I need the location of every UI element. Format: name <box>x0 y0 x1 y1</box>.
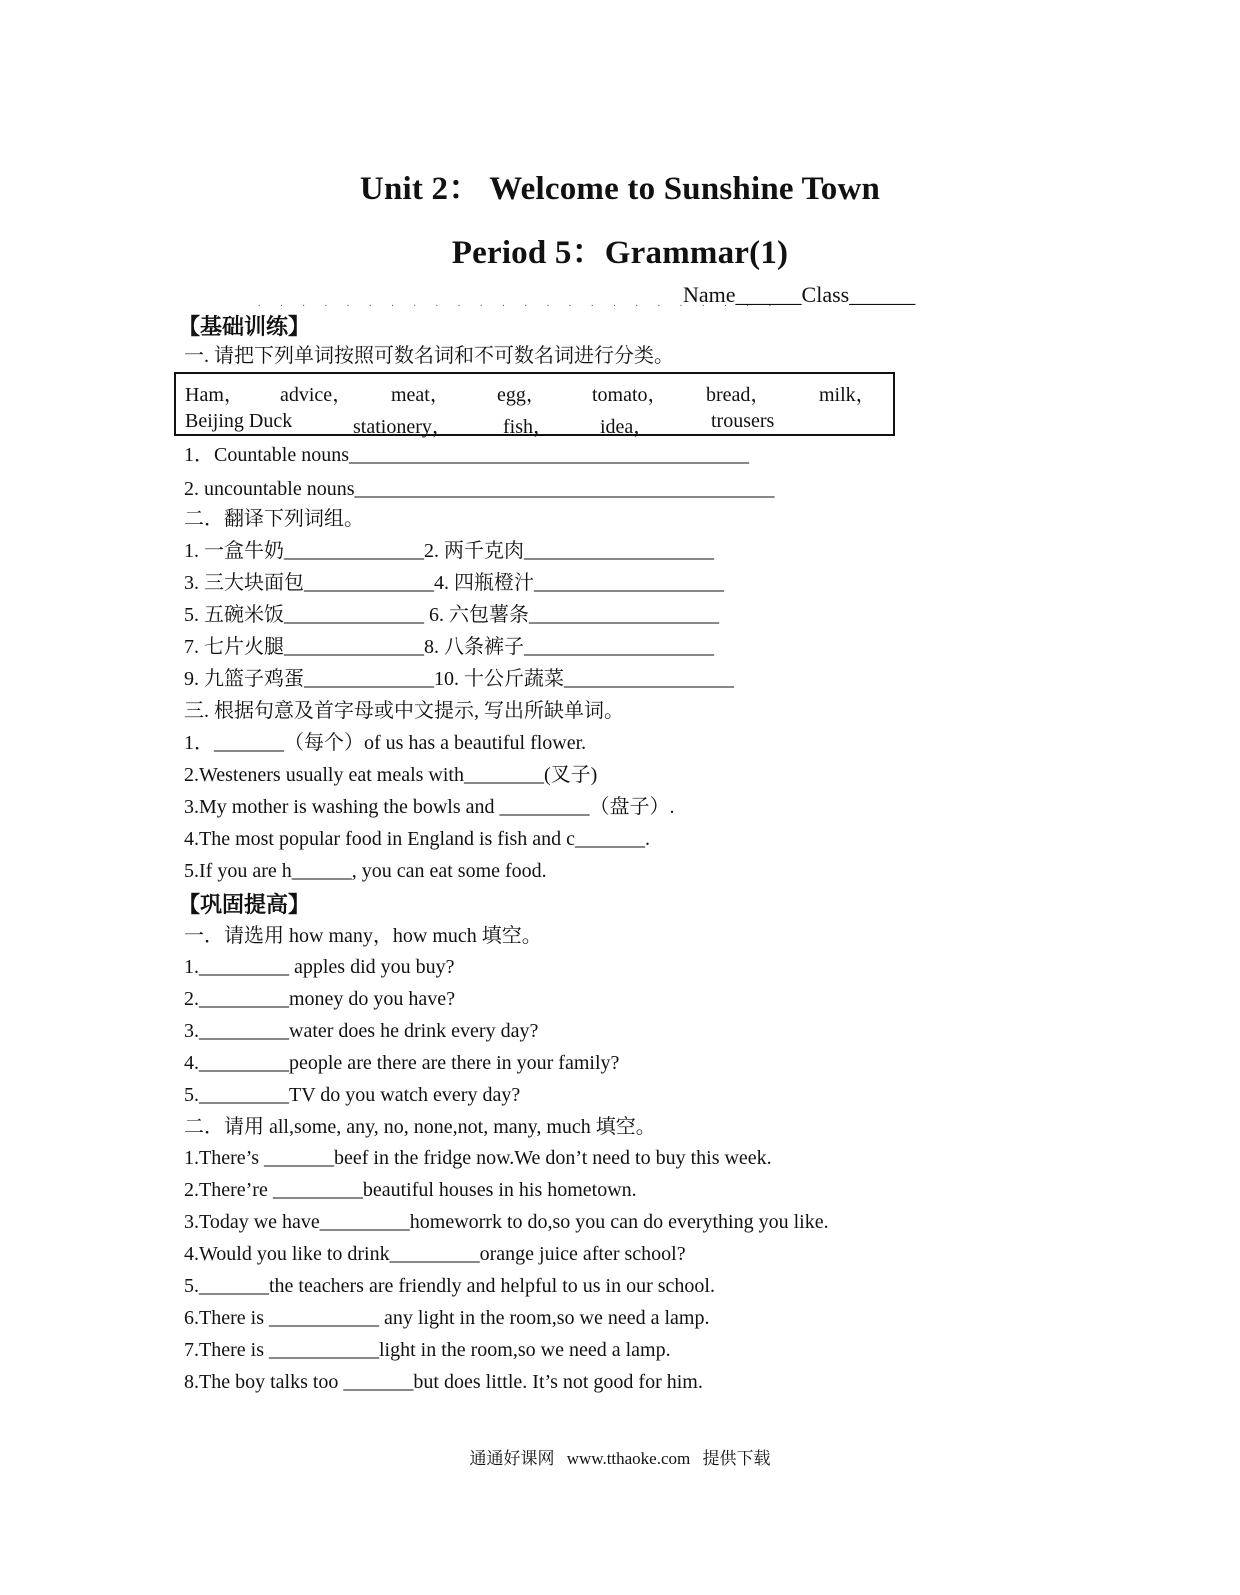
word: meat， <box>391 384 450 406</box>
period-title: Period 5：Grammar(1) <box>451 235 789 271</box>
word: milk， <box>819 384 876 406</box>
countable-nouns-line: 1．Countable nouns________________________________________ <box>184 444 749 466</box>
fill-word-item: 4.The most popular food in England is fish and c_______. <box>184 828 651 850</box>
fill-word-item: 5.If you are h______, you can eat some food. <box>184 860 547 882</box>
word: tomato， <box>592 384 668 406</box>
word: egg， <box>497 384 546 406</box>
how-item: 4._________people are there are there in your family? <box>184 1052 620 1074</box>
footer-url[interactable]: www.tthaoke.com <box>566 1449 691 1468</box>
section-basic-training: 【基础训练】 <box>178 314 311 339</box>
footer-note: 提供下载 <box>702 1449 771 1468</box>
quantifier-item: 2.There’re _________beautiful houses in his hometown. <box>184 1179 637 1201</box>
footer-site-name: 通通好课网 <box>469 1449 555 1468</box>
quantifier-item: 3.Today we have_________homeworrk to do,so you can do everything you like. <box>184 1211 829 1233</box>
how-item: 2._________money do you have? <box>184 988 456 1010</box>
word-box <box>174 372 895 436</box>
uncountable-nouns-line: 2. uncountable nouns__________________________________________ <box>184 478 775 500</box>
quantifier-item: 5._______the teachers are friendly and helpful to us in our school. <box>184 1275 715 1297</box>
translate-item: 3. 三大块面包_____________4. 四瓶橙汁___________________ <box>184 572 724 594</box>
part1-heading: 一. 请把下列单词按照可数名词和不可数名词进行分类。 <box>184 345 674 367</box>
translate-item: 1. 一盒牛奶______________2. 两千克肉___________________ <box>184 540 714 562</box>
quantifier-item: 1.There’s _______beef in the fridge now.We don’t need to buy this week. <box>184 1147 772 1169</box>
word: trousers <box>711 410 775 432</box>
dotted-line: . . . . . . . . . . . . . . . . . . . . . . . . <box>258 298 780 309</box>
word: bread， <box>706 384 771 406</box>
how-item: 5._________TV do you watch every day? <box>184 1084 521 1106</box>
word: Beijing Duck <box>185 410 293 432</box>
word: stationery， <box>353 416 452 438</box>
quantifier-item: 6.There is ___________ any light in the room,so we need a lamp. <box>184 1307 710 1329</box>
how-item: 1._________ apples did you buy? <box>184 956 455 978</box>
translate-item: 5. 五碗米饭______________ 6. 六包薯条___________________ <box>184 604 719 626</box>
translate-item: 9. 九篮子鸡蛋_____________10. 十公斤蔬菜_________________ <box>184 668 734 690</box>
page-footer <box>0 1444 1240 1469</box>
word: idea， <box>600 416 654 438</box>
how-item: 3._________water does he drink every day? <box>184 1020 539 1042</box>
translate-item: 7. 七片火腿______________8. 八条裤子___________________ <box>184 636 714 658</box>
quantifier-item: 7.There is ___________light in the room,so we need a lamp. <box>184 1339 671 1361</box>
word: fish， <box>503 416 553 438</box>
part2-heading: 二．翻译下列词组。 <box>184 508 364 530</box>
part3-heading: 三. 根据句意及首字母或中文提示, 写出所缺单词。 <box>184 700 624 722</box>
fill-word-item: 1．_______（每个）of us has a beautiful flower. <box>184 732 587 754</box>
quantifier-item: 4.Would you like to drink_________orange juice after school? <box>184 1243 686 1265</box>
quantifier-item: 8.The boy talks too _______but does little. It’s not good for him. <box>184 1371 703 1393</box>
word: advice， <box>280 384 353 406</box>
how-many-much-heading: 一．请选用 how many，how much 填空。 <box>184 925 542 947</box>
fill-word-item: 2.Westeners usually eat meals with________(叉子) <box>184 764 598 786</box>
name-class-line: Name______Class______ <box>683 282 916 307</box>
unit-title: Unit 2： Welcome to Sunshine Town <box>359 171 881 207</box>
word: Ham， <box>185 384 244 406</box>
section-consolidation: 【巩固提高】 <box>178 892 311 917</box>
fill-word-item: 3.My mother is washing the bowls and _________（盘子）. <box>184 796 675 818</box>
quantifier-heading: 二．请用 all,some, any, no, none,not, many, much 填空。 <box>184 1116 656 1138</box>
